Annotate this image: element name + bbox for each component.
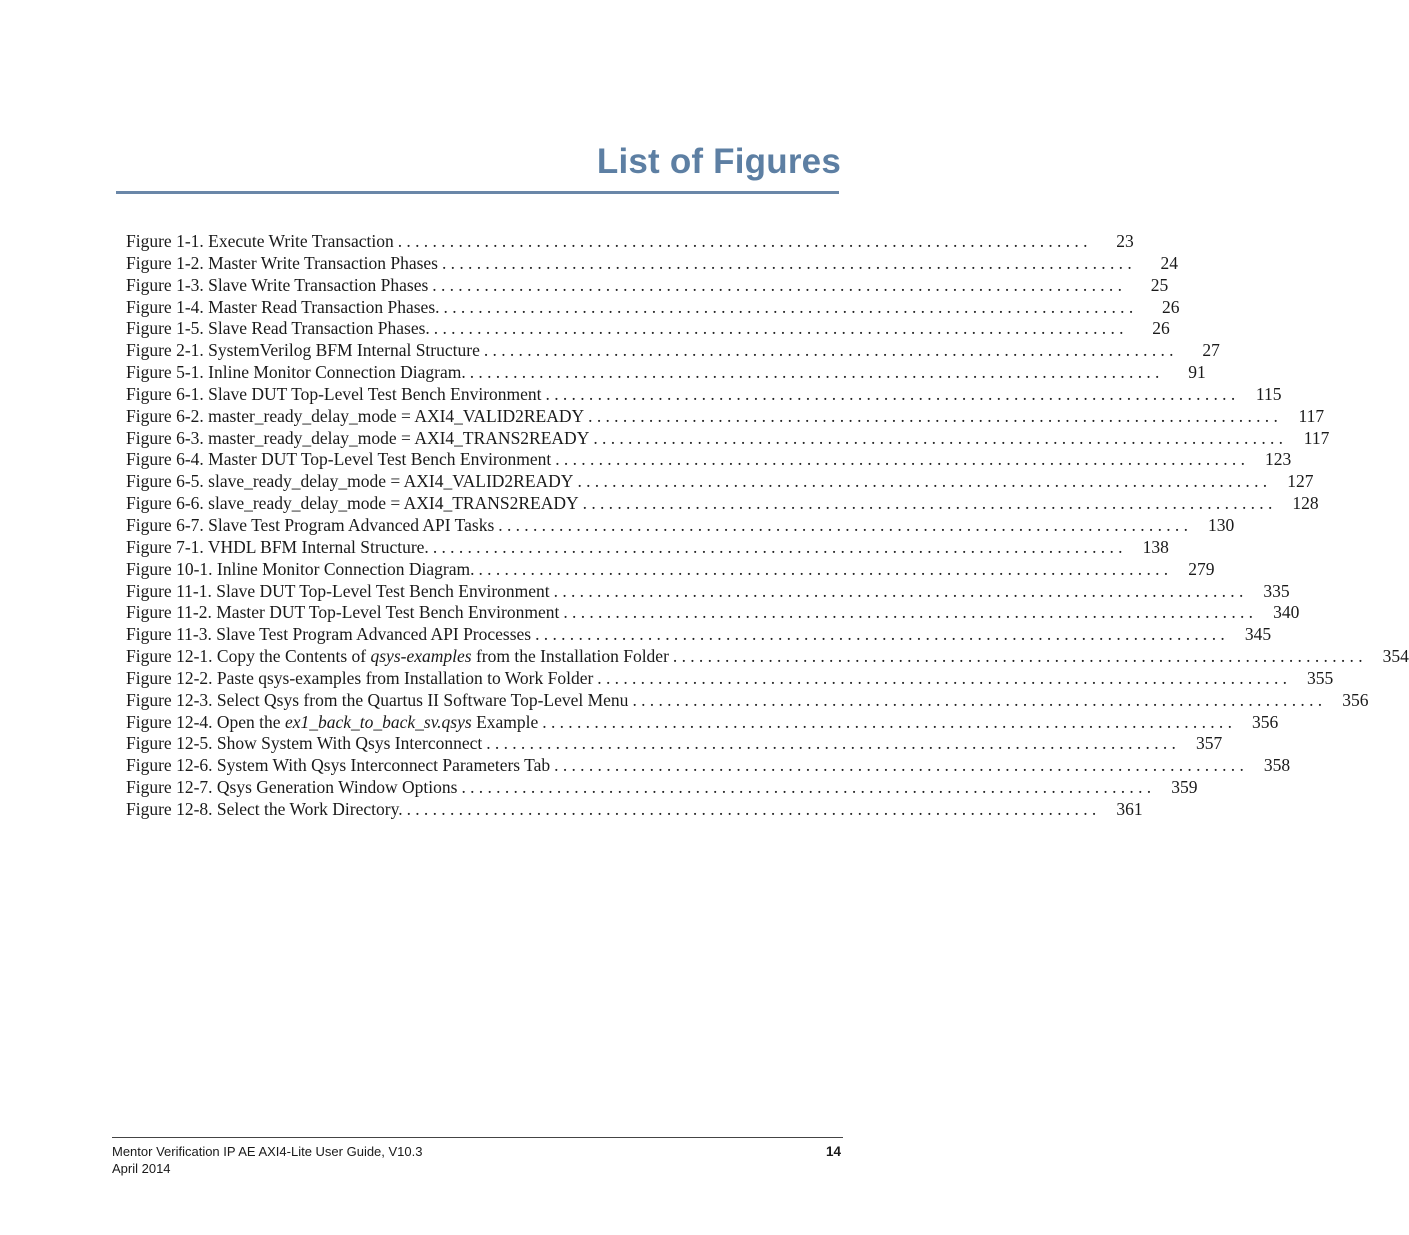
toc-entry-label-end: from the Installation Folder bbox=[471, 646, 669, 667]
toc-entry[interactable] bbox=[126, 646, 1409, 668]
dot-leader: ................................................................................ bbox=[498, 514, 1193, 535]
dot-leader: ................................................................................ bbox=[483, 340, 1178, 361]
toc-entry-label[interactable]: Figure 6-2. master_ready_delay_mode = AXI4_VALID2READY bbox=[126, 405, 585, 426]
toc-entry-label[interactable]: Figure 1-1. Execute Write Transaction bbox=[126, 231, 394, 251]
dot-leader: ................................................................................ bbox=[593, 427, 1288, 448]
toc-entry-page[interactable]: 26 bbox=[1162, 296, 1180, 317]
toc-entry[interactable] bbox=[126, 231, 1134, 253]
toc-entry-page[interactable]: 24 bbox=[1160, 252, 1178, 273]
toc-entry[interactable] bbox=[126, 580, 1290, 603]
dot-leader: ................................................................................ bbox=[553, 580, 1248, 601]
toc-entry[interactable] bbox=[126, 252, 1178, 275]
toc-entry[interactable] bbox=[126, 798, 1143, 821]
toc-entry-label[interactable] bbox=[126, 712, 542, 734]
toc-entry-page[interactable]: 340 bbox=[1273, 602, 1300, 623]
toc-entry[interactable] bbox=[126, 471, 1314, 493]
page-title: List of Figures bbox=[596, 142, 841, 181]
toc-entry-label[interactable]: Figure 1-4. Master Read Transaction Phases. bbox=[126, 296, 440, 317]
footer-page-number: 14 bbox=[825, 1144, 841, 1159]
toc-entry[interactable] bbox=[126, 296, 1180, 319]
toc-entry-label[interactable]: Figure 11-1. Slave DUT Top-Level Test Bench Environment bbox=[126, 580, 550, 601]
toc-entry-label[interactable]: Figure 6-6. slave_ready_delay_mode = AXI4_TRANS2READY bbox=[126, 493, 579, 514]
toc-entry-label[interactable]: Figure 1-5. Slave Read Transaction Phases. bbox=[126, 318, 430, 339]
toc-entry-page[interactable]: 335 bbox=[1263, 580, 1290, 601]
footer-left bbox=[112, 1144, 422, 1177]
dot-leader: ................................................................................ bbox=[597, 667, 1292, 688]
toc-entry-label-italic: qsys-examples bbox=[370, 646, 472, 667]
toc-entry[interactable] bbox=[126, 362, 1206, 384]
toc-entry[interactable] bbox=[126, 493, 1319, 515]
dot-leader: ................................................................................ bbox=[432, 536, 1127, 557]
toc-entry[interactable] bbox=[126, 777, 1198, 799]
dot-leader: ................................................................................ bbox=[545, 383, 1240, 404]
toc-entry[interactable] bbox=[126, 536, 1169, 559]
toc-entry-label[interactable]: Figure 11-2. Master DUT Top-Level Test Bench Environment bbox=[126, 602, 560, 623]
toc-entry-page[interactable]: 128 bbox=[1292, 493, 1319, 514]
toc-entry-label[interactable]: Figure 2-1. SystemVerilog BFM Internal Structure bbox=[126, 340, 480, 361]
toc-entry[interactable] bbox=[126, 514, 1235, 537]
dot-leader: ................................................................................ bbox=[443, 296, 1138, 317]
toc-entry-label-end: Example bbox=[471, 711, 539, 732]
title-rule bbox=[116, 191, 839, 194]
footer-date: April 2014 bbox=[112, 1160, 171, 1176]
toc-entry-page[interactable]: 354 bbox=[1382, 646, 1409, 667]
toc-entry-label[interactable]: Figure 6-7. Slave Test Program Advanced API Tasks bbox=[126, 514, 495, 535]
dot-leader: ................................................................................ bbox=[461, 777, 1156, 798]
toc-entry[interactable] bbox=[126, 340, 1220, 362]
toc-entry[interactable] bbox=[126, 624, 1272, 646]
toc-entry-page[interactable]: 91 bbox=[1188, 362, 1206, 383]
dot-leader: ................................................................................ bbox=[632, 689, 1327, 710]
toc-entry-label[interactable]: Figure 6-1. Slave DUT Top-Level Test Bench Environment bbox=[126, 383, 542, 404]
toc-entry-page[interactable]: 279 bbox=[1188, 558, 1215, 579]
toc-entry[interactable] bbox=[126, 318, 1170, 340]
toc-entry-label-start: Figure 12-4. Open the bbox=[126, 711, 285, 732]
toc-entry[interactable] bbox=[126, 733, 1223, 755]
toc-entry-label[interactable]: Figure 6-5. slave_ready_delay_mode = AXI4_VALID2READY bbox=[126, 471, 574, 492]
dot-leader: ................................................................................ bbox=[554, 755, 1249, 776]
dot-leader: ................................................................................ bbox=[555, 449, 1250, 470]
toc-entry-label[interactable]: Figure 7-1. VHDL BFM Internal Structure. bbox=[126, 536, 429, 557]
toc-entry[interactable] bbox=[126, 558, 1215, 581]
toc-entry[interactable] bbox=[126, 667, 1334, 690]
toc-entry[interactable] bbox=[126, 602, 1300, 624]
toc-entry-page[interactable]: 26 bbox=[1152, 318, 1170, 339]
toc-entry-page[interactable]: 23 bbox=[1116, 231, 1134, 251]
dot-leader: ................................................................................ bbox=[535, 624, 1230, 645]
toc-entry-label[interactable]: Figure 12-2. Paste qsys-examples from Installation to Work Folder bbox=[126, 667, 594, 688]
dot-leader: ................................................................................ bbox=[582, 493, 1277, 514]
toc-entry-page[interactable]: 117 bbox=[1303, 427, 1330, 448]
dot-leader: ................................................................................ bbox=[486, 733, 1181, 754]
toc-entry[interactable] bbox=[126, 689, 1369, 712]
toc-entry-page[interactable]: 130 bbox=[1208, 514, 1235, 535]
toc-entry-label[interactable]: Figure 1-2. Master Write Transaction Phases bbox=[126, 252, 438, 273]
dot-leader: ................................................................................ bbox=[577, 471, 1272, 492]
dot-leader: ................................................................................ bbox=[406, 798, 1101, 819]
toc-entry[interactable] bbox=[126, 449, 1292, 471]
toc-entry-label[interactable]: Figure 6-4. Master DUT Top-Level Test Bench Environment bbox=[126, 449, 552, 470]
toc-entry-label[interactable]: Figure 1-3. Slave Write Transaction Phases bbox=[126, 274, 429, 295]
toc-entry-page[interactable]: 138 bbox=[1142, 536, 1169, 557]
toc-entry-page[interactable]: 123 bbox=[1265, 449, 1292, 470]
toc-entry-label[interactable]: Figure 12-6. System With Qsys Interconnect Parameters Tab bbox=[126, 755, 551, 776]
toc-entry-label[interactable]: Figure 11-3. Slave Test Program Advanced API Processes bbox=[126, 624, 532, 645]
toc-entry-label[interactable]: Figure 12-3. Select Qsys from the Quartus II Software Top-Level Menu bbox=[126, 689, 629, 710]
toc-entry-page[interactable]: 356 bbox=[1252, 711, 1279, 732]
dot-leader: ................................................................................ bbox=[542, 711, 1237, 732]
toc-entry[interactable] bbox=[126, 711, 1279, 734]
toc-entry-label[interactable]: Figure 12-5. Show System With Qsys Interconnect bbox=[126, 733, 483, 754]
toc-entry-label[interactable]: Figure 10-1. Inline Monitor Connection Diagram. bbox=[126, 558, 475, 579]
toc-entry-page[interactable]: 25 bbox=[1150, 274, 1169, 295]
dot-leader: ................................................................................ bbox=[432, 274, 1127, 295]
toc-entry[interactable] bbox=[126, 405, 1325, 428]
toc-entry-page[interactable]: 359 bbox=[1171, 777, 1198, 798]
toc-entry-label[interactable] bbox=[126, 646, 673, 668]
toc-entry-page[interactable]: 356 bbox=[1342, 689, 1369, 710]
toc-entry-page[interactable]: 345 bbox=[1244, 624, 1272, 645]
toc-entry-label[interactable]: Figure 12-7. Qsys Generation Window Options bbox=[126, 777, 458, 798]
footer-doc-title: Mentor Verification IP AE AXI4-Lite User Guide, V10.3 bbox=[112, 1144, 423, 1159]
dot-leader: ................................................................................ bbox=[469, 362, 1164, 383]
toc-entry-page[interactable]: 355 bbox=[1307, 667, 1334, 688]
dot-leader: ................................................................................ bbox=[442, 252, 1136, 273]
toc-entry-page[interactable]: 117 bbox=[1298, 405, 1325, 426]
dot-leader: ................................................................................ bbox=[397, 231, 1092, 251]
dot-leader: ................................................................................ bbox=[478, 558, 1173, 579]
toc-entry-page[interactable]: 127 bbox=[1287, 471, 1314, 492]
toc-entry-page[interactable]: 115 bbox=[1255, 383, 1282, 404]
toc-entry-label-start: Figure 12-1. Copy the Contents of bbox=[126, 646, 371, 667]
toc-entry[interactable] bbox=[126, 755, 1291, 777]
toc-entry[interactable] bbox=[126, 427, 1330, 450]
list-of-figures bbox=[126, 231, 1409, 821]
toc-entry-label[interactable]: Figure 6-3. master_ready_delay_mode = AXI4_TRANS2READY bbox=[126, 427, 590, 448]
dot-leader: ................................................................................ bbox=[433, 318, 1128, 339]
toc-entry-page[interactable]: 358 bbox=[1263, 755, 1291, 776]
dot-leader: ................................................................................ bbox=[563, 602, 1258, 623]
dot-leader: ................................................................................ bbox=[588, 405, 1283, 426]
toc-entry[interactable] bbox=[126, 274, 1169, 297]
toc-entry-page[interactable]: 361 bbox=[1116, 798, 1143, 819]
toc-entry-page[interactable]: 27 bbox=[1202, 340, 1220, 361]
dot-leader: ................................................................................ bbox=[672, 646, 1367, 667]
toc-entry-page[interactable]: 357 bbox=[1195, 733, 1223, 754]
toc-entry-label-italic: ex1_back_to_back_sv.qsys bbox=[284, 711, 472, 732]
toc-entry-label[interactable]: Figure 5-1. Inline Monitor Connection Diagram. bbox=[126, 362, 466, 383]
footer-rule bbox=[112, 1137, 843, 1138]
toc-entry[interactable] bbox=[126, 383, 1282, 406]
toc-entry-label[interactable]: Figure 12-8. Select the Work Directory. bbox=[126, 798, 403, 819]
